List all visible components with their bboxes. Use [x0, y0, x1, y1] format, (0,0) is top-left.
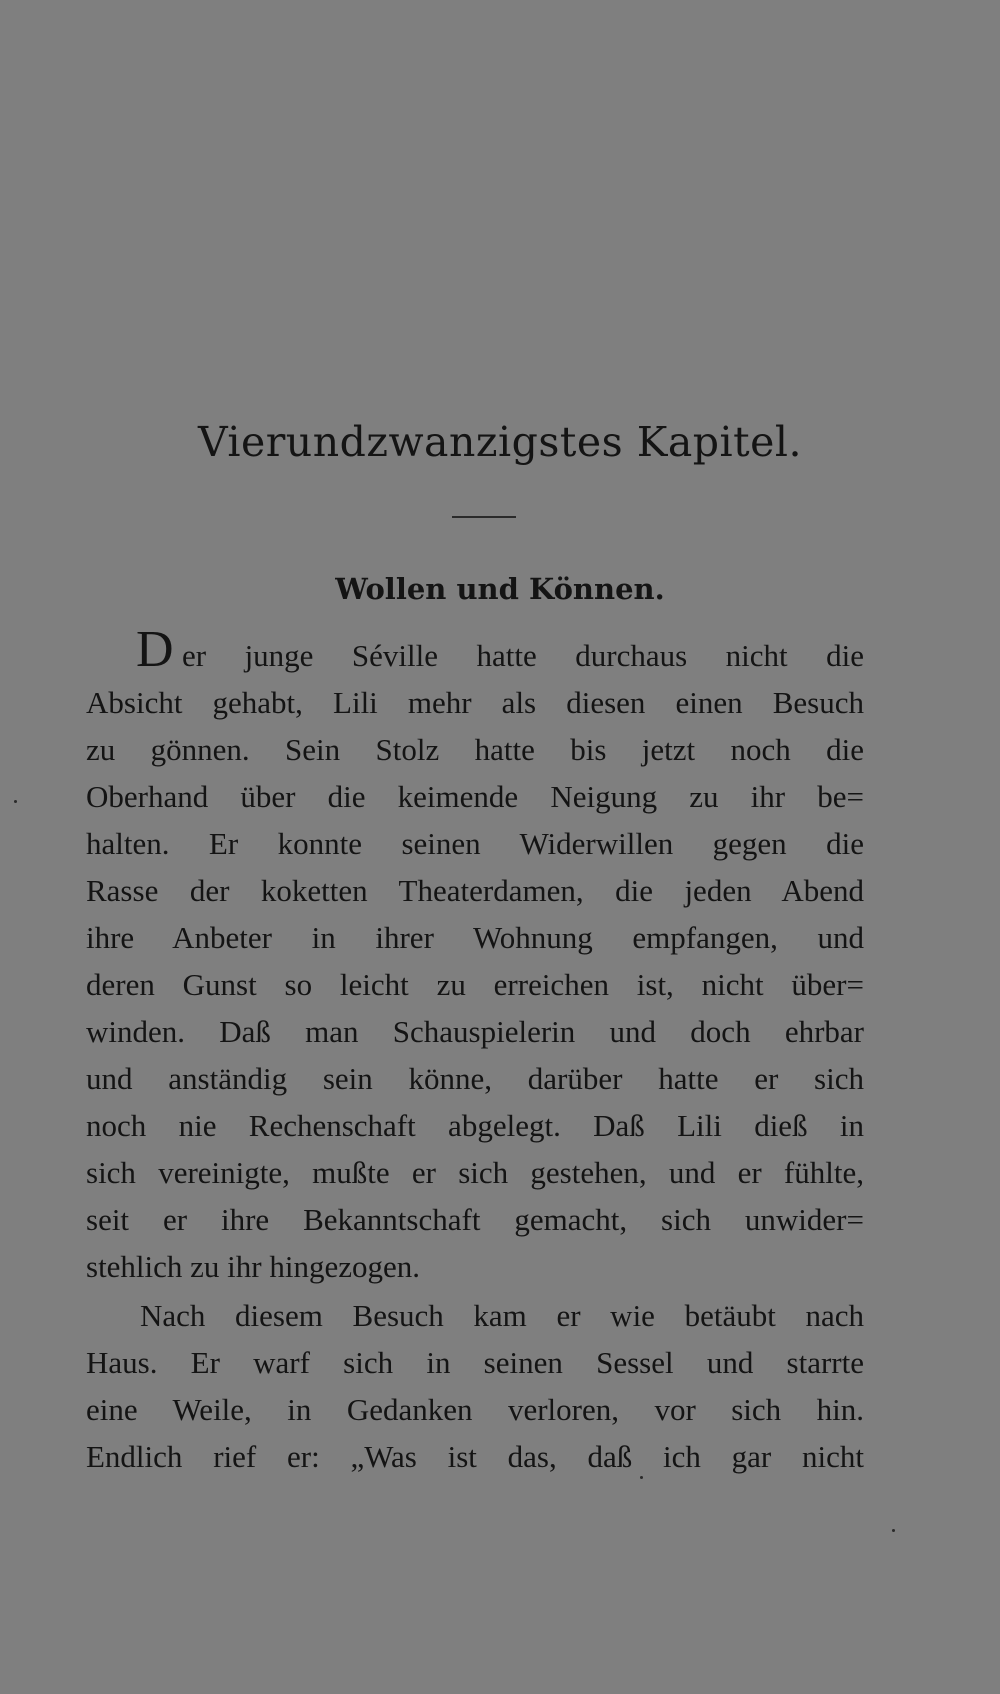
- chapter-title: Vierundzwanzigstes Kapitel.: [197, 418, 803, 466]
- text-line: deren Gunst so leicht zu erreichen ist, nicht über=: [86, 967, 864, 1002]
- chapter-subtitle: Wollen und Können.: [335, 572, 665, 606]
- text-line: Nach diesem Besuch kam er wie betäubt nach: [140, 1298, 864, 1333]
- text-line: halten. Er konnte seinen Widerwillen gegen die: [86, 826, 864, 861]
- text-line: noch nie Rechenschaft abgelegt. Daß Lili dieß in: [86, 1108, 864, 1143]
- print-speck: [640, 1476, 643, 1479]
- text-line: eine Weile, in Gedanken verloren, vor sich hin.: [86, 1392, 864, 1427]
- text-line: Haus. Er warf sich in seinen Sessel und starrte: [86, 1345, 864, 1380]
- text-line: Rasse der koketten Theaterdamen, die jeden Abend: [86, 873, 864, 908]
- title-divider: [452, 516, 516, 518]
- text-line: winden. Daß man Schauspielerin und doch ehrbar: [86, 1014, 864, 1049]
- text-line: Oberhand über die keimende Neigung zu ihr be=: [86, 779, 864, 814]
- text-line: seit er ihre Bekanntschaft gemacht, sich unwider=: [86, 1202, 864, 1237]
- text-line: zu gönnen. Sein Stolz hatte bis jetzt noch die: [86, 732, 864, 767]
- text-line: Endlich rief er: „Was ist das, daß ich gar nicht: [86, 1439, 864, 1474]
- text-line: und anständig sein könne, darüber hatte er sich: [86, 1061, 864, 1096]
- print-speck: [14, 800, 17, 803]
- text-line: stehlich zu ihr hingezogen.: [86, 1249, 421, 1284]
- text-line: sich vereinigte, mußte er sich gestehen, und er fühlte,: [86, 1155, 864, 1190]
- text-line: er junge Séville hatte durchaus nicht die: [182, 638, 864, 673]
- drop-cap: D: [136, 621, 174, 678]
- text-line: ihre Anbeter in ihrer Wohnung empfangen, und: [86, 920, 864, 955]
- print-speck: [892, 1529, 895, 1532]
- text-line: Absicht gehabt, Lili mehr als diesen einen Besuch: [86, 685, 864, 720]
